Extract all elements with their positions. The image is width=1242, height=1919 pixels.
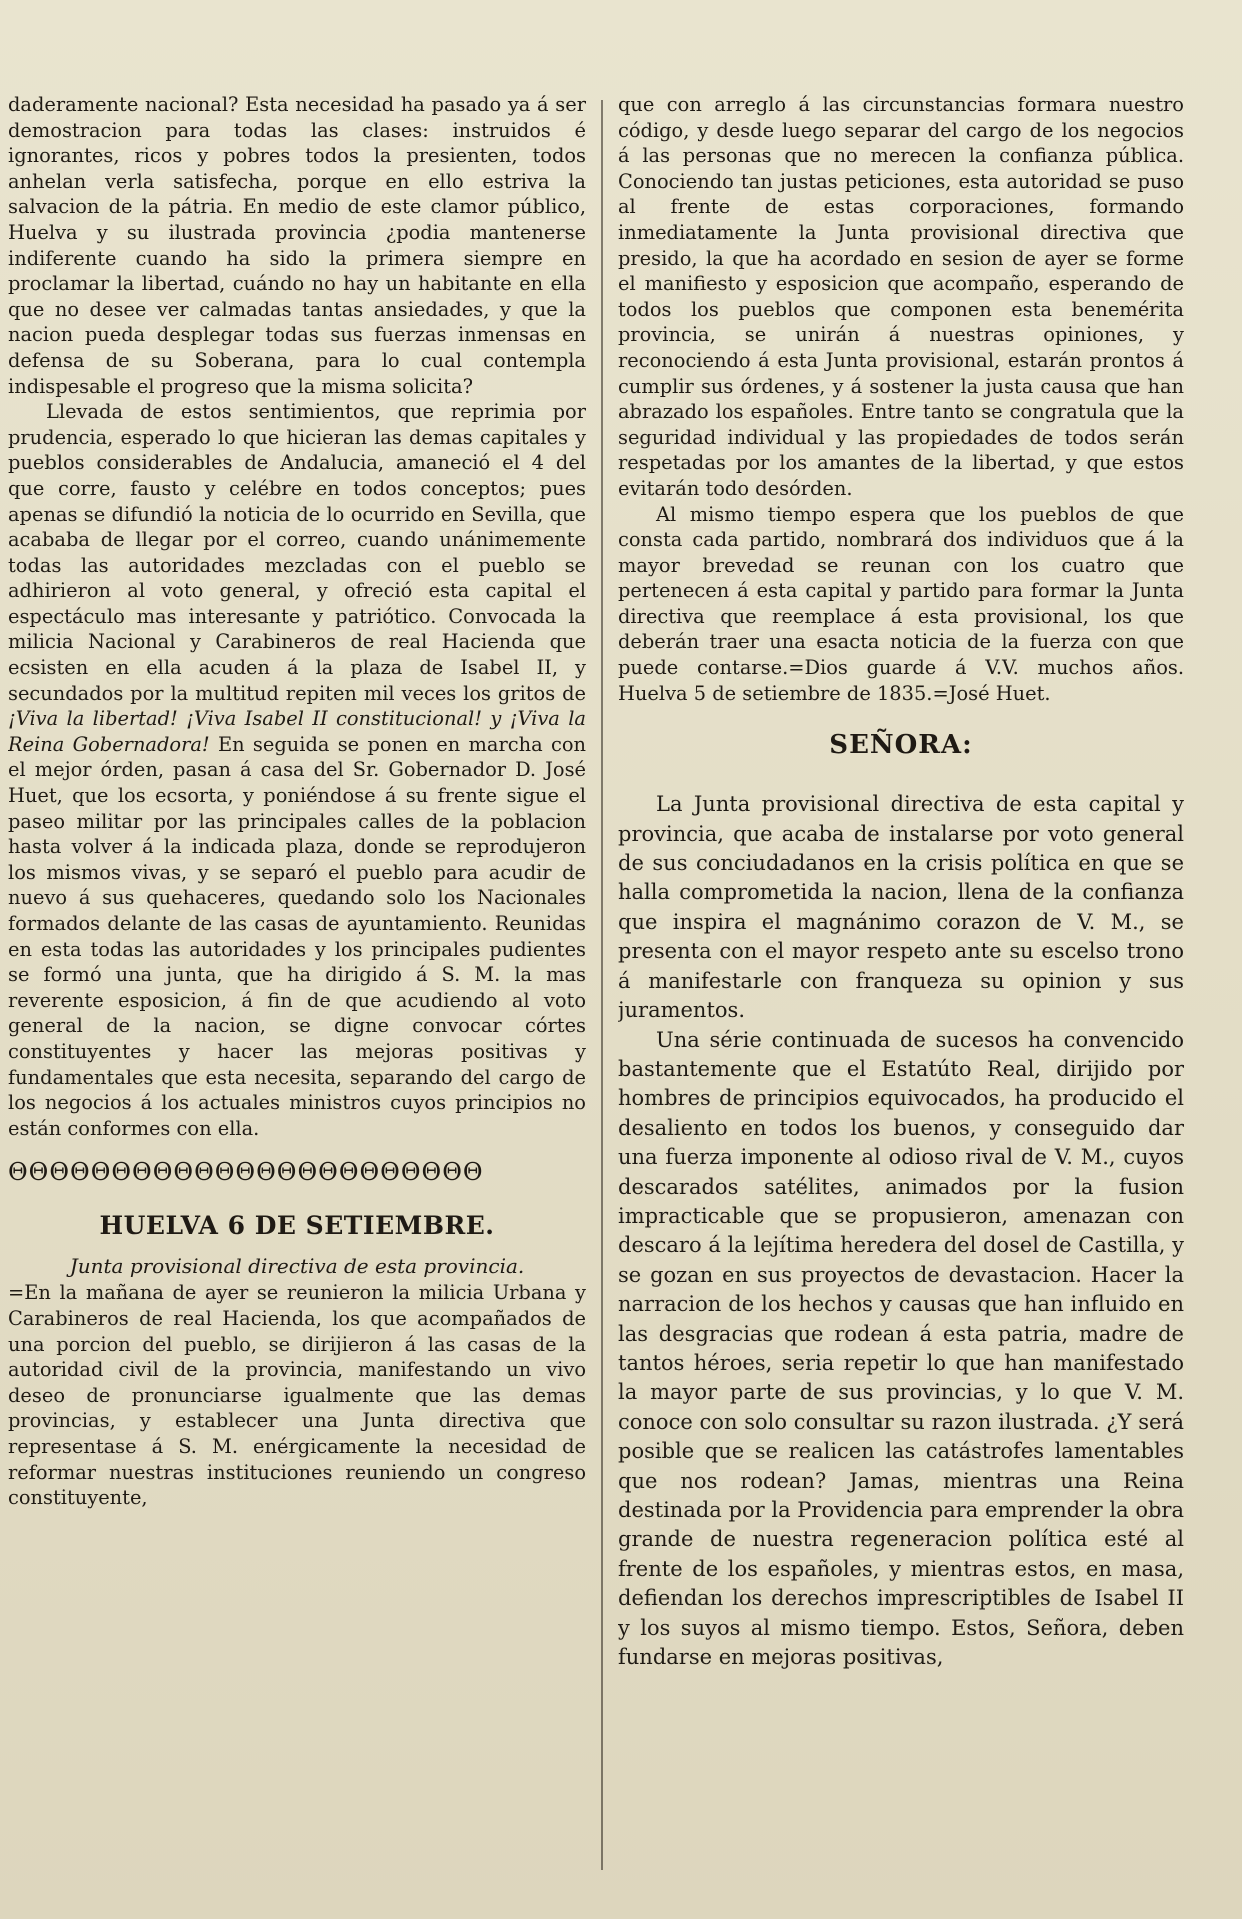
right-paragraph-1: que con arreglo á las circunstancias formara nuestro código, y desde luego separar del cargo de los negocios á las personas que no merecen la confianza pública. Conociendo tan justas peticiones, esta autoridad se puso al frente de estas corporaciones, formando inmediatamente la Junta provisional directiva que presido, la que ha acordado en sesion de ayer se forme el manifiesto y esposicion que acompaño, esperando de todos los pueblos que componen esta benemérita provincia, se unirán á nuestras opiniones, y reconociendo á esta Junta provisional, estarán prontos á cumplir sus órdenes, y á sostener la justa causa que han abrazado los españoles. Entre tanto se congratula que la seguridad individual y las propiedades de todos serán respetadas por los amantes de la libertad, y que estos evitarán todo desórden. [618, 93, 1184, 500]
column-rule [601, 100, 603, 1870]
left-paragraph-3: =En la mañana de ayer se reunieron la milicia Urbana y Carabineros de real Hacienda, los que acompañados de una porcion del pueblo, se dirijieron á las casas de la autoridad civil de la provincia, manifestando un vivo deseo de pronunciarse igualmente que las demas provincias, y establecer una Junta directiva que representase á S. M. enérgicamente la necesidad de reformar nuestras instituciones reuniendo un congreso constituyente, [8, 1281, 586, 1510]
junta-heading: Junta provisional directiva de esta provincia. [69, 1254, 525, 1279]
left-column [8, 92, 586, 1511]
right-paragraph-2: Al mismo tiempo espera que los pueblos de que consta cada partido, nombrará dos individuos que á la mayor brevedad se reunan con los cuatro que pertenecen á esta capital y partido para formar la Junta directiva que reemplace á esta provisional, los que deberán traer una esacta noticia de la fuerza con que puede contarse.=Dios guarde á V.V. muchos años. Huelva 5 de setiembre de 1835.=José Huet. [618, 502, 1184, 705]
vivas-exclamations: ¡Viva la libertad! ¡Viva Isabel II constitucional! y ¡Viva la Reina Gobernadora! [8, 707, 586, 756]
left-paragraph-2 [8, 399, 586, 1141]
right-bottom-block [618, 790, 1184, 1672]
left-paragraph-1: daderamente nacional? Esta necesidad ha pasado ya á ser demostracion para todas las clases: instruidos é ignorantes, ricos y pobres todos la presienten, todos anhelan verla satisfecha, porque en ello estriva la salvacion de la pátria. En medio de este clamor público, Huelva y su ilustrada provincia ¿podia mantenerse indiferente cuando ha sido la primera siempre en proclamar la libertad, cuándo no hay un habitante en ella que no desee ver calmadas tantas ansiedades, y que la nacion pueda desplegar todas sus fuerzas inmensas en defensa de su Soberana, para lo cual contempla indispesable el progreso que la misma solicita? [8, 93, 586, 398]
left-paragraph-2-rest: En seguida se ponen en marcha con el mejor órden, pasan á casa del Sr. Gobernador D. José Huet, que los ecsorta, y poniéndose á su frente sigue el paseo militar por las principales calles de la poblacion hasta volver á la indicada plaza, donde se reprodujeron los mismos vivas, y se separó el pueblo para acudir de nuevo á sus quehaceres, quedando solo los Nacionales formados delante de las casas de ayuntamiento. Reunidas en esta todas las autoridades y los principales pudientes se formó una junta, que ha dirigido á S. M. la mas reverente esposicion, á fin de que acudiendo al voto general de la nacion, se digne convocar córtes constituyentes y hacer las mejoras positivas y fundamentales que esta necesita, separando del cargo de los negocios á los actuales ministros cuyos principios no están conformes con ella. [8, 732, 586, 1140]
right-top-block [618, 92, 1184, 706]
left-paragraph-2-text: Llevada de estos sentimientos, que reprimia por prudencia, esperado lo que hicieran las demas capitales y pueblos considerables de Andalucia, amaneció el 4 del que corre, fausto y celébre en todos conceptos; pues apenas se difundió la noticia de lo ocurrido en Sevilla, que acababa de llegar por el correo, cuando unánimemente todas las autoridades mezcladas con el pueblo se adhirieron al voto general, y ofreció esta capital el espectáculo mas interesante y patriótico. Convocada la milicia Nacional y Carabineros de real Hacienda que ecsisten en ella acuden á la plaza de Isabel II, y secundados por la multitud repiten mil veces los gritos de [8, 400, 586, 705]
right-paragraph-3: La Junta provisional directiva de esta capital y provincia, que acaba de instalarse por voto general de sus conciudadanos en la crisis política en que se halla comprometida la nacion, llena de la confianza que inspira el magnánimo corazon de V. M., se presenta con el mayor respeto ante su escelso trono á manifestarle con franqueza su opinion y sus juramentos. [618, 792, 1184, 1023]
right-paragraph-4: Una série continuada de sucesos ha convencido bastantemente que el Estatúto Real, dirijido por hombres de principios equivocados, ha producido el desaliento en todos los buenos, y conseguido dar una fuerza imponente al odioso rival de V. M., cuyos descarados satélites, animados por la fusion impracticable que se propusieron, amenazan con descaro á la lejítima heredera del dosel de Castilla, y se gozan en sus proyectos de devastacion. Hacer la narracion de los hechos y causas que han influido en las desgracias que rodean á esta patria, madre de tantos héroes, seria repetir lo que han manifestado la mayor parte de sus provincias, y lo que V. M. conoce con solo consultar su razon ilustrada. ¿Y será posible que se realicen las catástrofes lamentables que nos rodean? Jamas, mientras una Reina destinada por la Providencia para emprender la obra grande de nuestra regeneracion política esté al frente de los españoles, y mientras estos, en masa, defiendan los derechos imprescriptibles de Isabel II y los suyos al mismo tiempo. Estos, Señora, deben fundarse en mejoras positivas, [618, 1027, 1184, 1670]
salutation-heading: SEÑORA: [829, 730, 973, 761]
ornamental-divider: ΘΘΘΘΘΘΘΘΘΘΘΘΘΘΘΘΘΘΘΘΘΘΘ [8, 1158, 484, 1187]
dateline-heading: HUELVA 6 DE SETIEMBRE. [99, 1211, 495, 1241]
right-column [618, 92, 1184, 1672]
